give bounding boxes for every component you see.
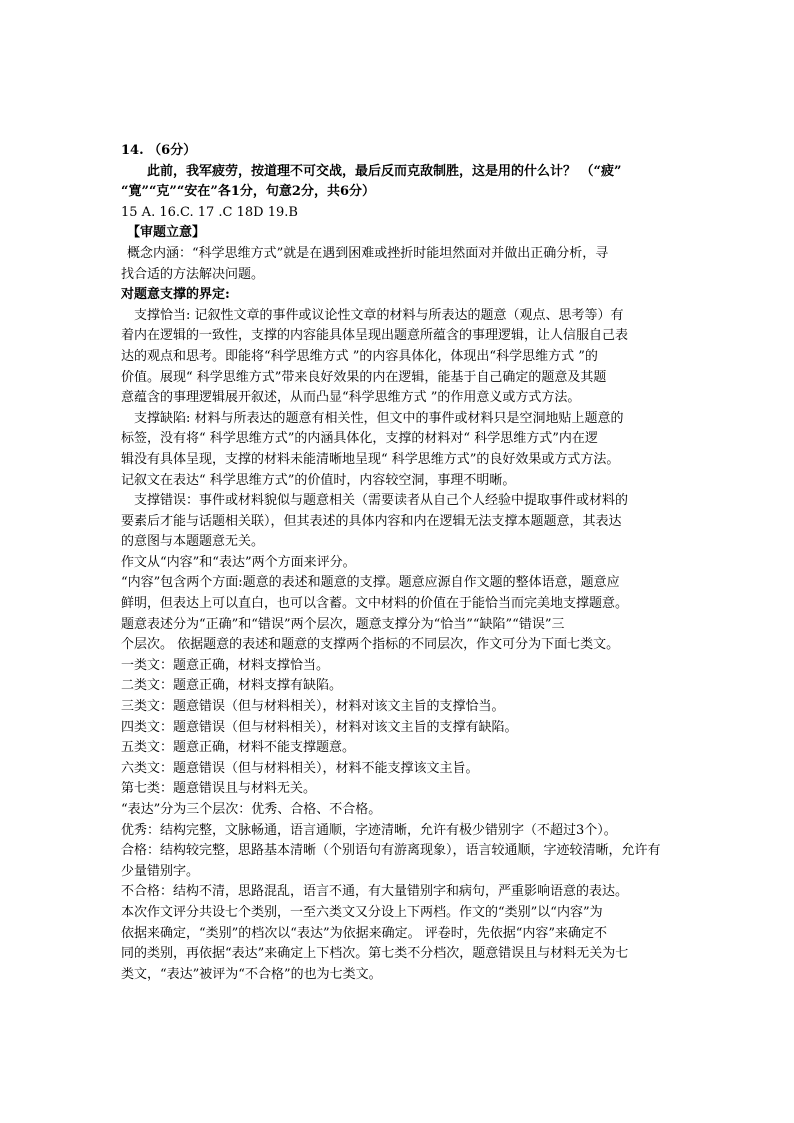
expression-pass-line-1: 合格：结构较完整，思路基本清晰（个别语句有游离现象），语言较通顺，字迹较清晰，允许有: [121, 843, 661, 859]
support-ok-line: 价值。展现“ 科学思维方式”带来良好效果的内在逻辑，能基于自己确定的题意及其题: [121, 369, 607, 385]
category-item: 第七类：题意错误且与材料无关。: [121, 781, 317, 797]
content-para-line: 鲜明，但表达上可以直白，也可以含蓄。文中材料的价值在于能恰当而完美地支撑题意。: [121, 596, 629, 612]
shenti-liyi-heading: 【审题立意】: [127, 225, 206, 241]
evaluation-intro: 作文从“内容”和“表达”两个方面来评分。: [121, 554, 356, 570]
support-wrong-line: 支撑错误：事件或材料貌似与题意相关（需要读者从自己个人经验中提取事件或材料的: [134, 493, 629, 509]
support-flaw-line: 辑没有具体呈现，支撑的材料未能清晰地呈现“ 科学思维方式”的良好效果或方式方法。: [121, 451, 620, 467]
summary-line: 类文，“表达”被评为“不合格”的也为七类文。: [121, 966, 382, 982]
support-wrong-line: 的意图与本题题意无关。: [121, 534, 265, 550]
expression-intro: “表达”分为三个层次：优秀、合格、不合格。: [121, 802, 382, 817]
support-wrong-line: 要素后才能与话题相关联），但其表述的具体内容和内在逻辑无法支撑本题题意，其表达: [121, 513, 622, 529]
content-para-line: 题意表述分为“正确”和“错误”两个层次，题意支撑分为“恰当”“缺陷”“错误”三: [121, 616, 565, 632]
category-item: 五类文：题意正确，材料不能支撑题意。: [121, 740, 356, 756]
support-ok-line: 支撑恰当: 记叙性文章的事件或议论性文章的材料与所表达的题意（观点、思考等）有: [134, 307, 624, 323]
support-definition-heading: 对题意支撑的界定:: [121, 287, 230, 303]
content-para-line: “内容”包含两个方面:题意的表述和题意的支撑。题意应源自作文题的整体语意，题意应: [121, 575, 620, 591]
category-item: 二类文：题意正确，材料支撑有缺陷。: [121, 678, 343, 694]
category-item: 三类文：题意错误（但与材料相关），材料对该文主旨的支撑恰当。: [121, 699, 505, 715]
support-flaw-line: 记叙文在表达“ 科学思维方式”的价值时，内容较空洞，事理不明晰。: [121, 472, 516, 488]
support-flaw-line: 标签，没有将“ 科学思维方式”的内涵具体化，支撑的材料对“ 科学思维方式”内在逻: [121, 431, 598, 447]
concept-line: 找合适的方法解决问题。: [121, 266, 265, 282]
support-flaw-line: 支撑缺陷: 材料与所表达的题意有相关性，但文中的事件或材料只是空洞地贴上题意的: [134, 410, 624, 426]
content-para-line: 个层次。 依据题意的表述和题意的支撑两个指标的不同层次，作文可分为下面七类文。: [121, 637, 620, 653]
support-ok-line: 达的观点和思考。即能将“科学思维方式 ”的内容具体化，体现出“科学思维方式 ”的: [121, 348, 598, 364]
summary-line: 同的类别，再依据“表达”来确定上下档次。第七类不分档次，题意错误且与材料无关为七: [121, 946, 629, 962]
concept-line: 概念内涵：“科学思维方式”就是在遇到困难或挫折时能坦然面对并做出正确分析，寻: [127, 245, 609, 261]
category-item: 一类文：题意正确，材料支撑恰当。: [121, 657, 330, 673]
expression-excellent: 优秀：结构完整，文脉畅通，语言通顺，字迹清晰，允许有极少错别字（不超过3个）。: [121, 822, 617, 838]
support-ok-line: 着内在逻辑的一致性，支撑的内容能具体呈现出题意所蕴含的事理逻辑，让人信服自己表: [121, 328, 629, 344]
expression-fail: 不合格：结构不清，思路混乱，语言不通，有大量错别字和病句，严重影响语意的表达。: [121, 884, 629, 900]
support-ok-line: 意蕴含的事理逻辑展开叙述，从而凸显“科学思维方式 ”的作用意义或方式方法。: [121, 390, 581, 406]
multiple-choice-answers: 15 A. 16.C. 17 .C 18D 19.B: [121, 204, 298, 220]
category-item: 六类文：题意错误（但与材料相关），材料不能支撑该文主旨。: [121, 760, 479, 776]
summary-line: 本次作文评分共设七个类别，一至六类文又分设上下两档。作文的“类别”以“内容”为: [121, 904, 603, 920]
document-page: [121, 141, 677, 985]
question-14-answer-line-2: “寛”“克”“安在”各1分，句意2分，共6分）: [121, 184, 376, 200]
question-14-heading: 14. （6分）: [121, 143, 197, 158]
category-item: 四类文：题意错误（但与材料相关），材料对该文主旨的支撑有缺陷。: [121, 719, 518, 735]
summary-line: 依据来确定，“类别”的档次以“表达”为依据来确定。 评卷时，先依据“内容”来确定不: [121, 925, 608, 941]
question-14-answer-line-1: 此前，我军疲劳，按道理不可交战，最后反而克敌制胜，这是用的什么计？ （“疲”: [147, 163, 622, 179]
expression-pass-line-2: 少量错别字。: [121, 863, 200, 879]
